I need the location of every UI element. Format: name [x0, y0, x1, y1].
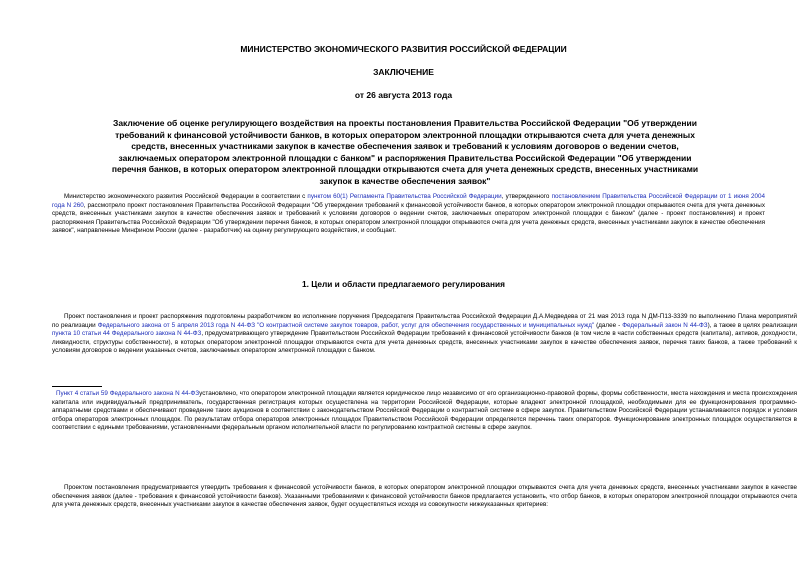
- intro-text-3: , рассмотрело проект постановления Правительства Российской Федерации "Об утверждении требований к финансовой устойчивости банков, в которых оператором электронной площадки открываются счета для учета денежных средств, внесенных участниками закупок в качестве обеспечения заявок и требований к условиям договоров о ведении счетов, заключаемых оператором электронной площадки с банком" (далее - проект постановления) и проект распоряжения Правительства Российской Федерации "Об утверждении перечня банков, в которых оператором электронной площадки открываются счета для учета денежных средств, внесенных участниками закупок в качестве обеспечения заявок", направленные Минфином России (далее - разработчик) на оценку регулирующего воздействия, и сообщает.: [52, 201, 765, 234]
- s1p1-text-4: , предусматривающего утверждение Правительством Российской Федерации требований к финансовой устойчивости банков (в том числе в части собственных средств (капитала), активов, доходности, ликвидности, структуры собственности), в которых оператором электронной площадки открываются счета для учета денежных средств, внесенных участниками закупок в качестве обеспечения заявок, перечня таких банков, а также требований к условиям договоров о ведении указанных счетов, заключаемых оператором электронной площадки с банком.: [52, 330, 797, 354]
- document-title: Заключение об оценке регулирующего воздействия на проекты постановления Правительства Российской Федерации "Об утверждении требований к финансовой устойчивости банков, в которых оператором электронной площадки открываются счета для учета денежных средств, внесенных участниками закупок в качестве обеспечения заявок и требований к условиям договоров о ведении счетов, заключаемых оператором электронной площадки с банком" и распоряжения Правительства Российской Федерации "Об утверждении перечня банков, в которых оператором электронной площадки открываются счета для учета денежных средств, внесенных участниками закупок в качестве обеспечения заявок": [111, 118, 699, 186]
- article-59-link[interactable]: Пункт 4 статьи 59 Федерального закона N 44-ФЗ: [56, 390, 200, 397]
- regulation-link[interactable]: пунктом 60(1) Регламента Правительства Российской Федерации: [307, 193, 502, 200]
- intro-text-2: , утвержденного: [501, 193, 552, 200]
- intro-text-1: Министерство экономического развития Российской Федерации в соответствии с: [64, 193, 308, 200]
- ministry-heading: МИНИСТЕРСТВО ЭКОНОМИЧЕСКОГО РАЗВИТИЯ РОССИЙСКОЙ ФЕДЕРАЦИИ: [240, 44, 567, 54]
- document-date: от 26 августа 2013 года: [354, 90, 453, 100]
- section-heading: 1. Цели и области предлагаемого регулирования: [302, 279, 505, 289]
- law-44fz-link[interactable]: Федерального закона от 5 апреля 2013 года N 44-ФЗ "О контрактной системе закупок товаров, работ, услуг для обеспечения государственных и муниципальных нужд": [97, 321, 595, 329]
- s1p1-text-1: Проект постановления и проект распоряжения подготовлены разработчиком во исполнение поручения Председателя Правительства Российской Федерации Д.А.Медведева от 21 мая 2013 года N ДМ-П13-3339 по выполнению Плана мероприятий по реализации: [52, 313, 797, 329]
- law-44fz-short-link[interactable]: Федеральный закон N 44-ФЗ: [622, 321, 708, 329]
- footnote-divider: [52, 386, 102, 387]
- resolution-260-link[interactable]: постановлением Правительства Российской Федерации от 1 июня 2004 года N 260: [52, 193, 765, 209]
- footnote-paragraph: [52, 390, 797, 433]
- article-44-link[interactable]: пункта 10 статьи 44 Федерального закона N 44-ФЗ: [52, 330, 202, 337]
- s1p1-text-2: (далее -: [594, 321, 623, 329]
- section1-paragraph-2: Проектом постановления предусматривается утвердить требования к финансовой устойчивости банков, в которых оператором электронной площадки открываются счета для учета денежных средств, внесенных участниками закупок в качестве обеспечения заявок (далее - требования к финансовой устойчивости банков). Указанными требованиями к финансовой устойчивости банков предлагается установить, что отбор банков, в которых оператором электронной площадки открываются счета для учета денежных средств, внесенных участниками закупок в качестве обеспечения заявок, будет осуществляться исходя из совокупности нижеуказанных критериев:: [52, 484, 797, 508]
- section1-paragraph-1: [52, 313, 797, 356]
- s1p1-text-3: ), а также в целях реализации: [707, 321, 797, 329]
- document-type: ЗАКЛЮЧЕНИЕ: [373, 67, 434, 77]
- intro-paragraph: [52, 193, 765, 236]
- footnote-text: установлено, что оператором электронной площадки является юридическое лицо независимо от его организационно-правовой формы, формы собственности, места нахождения и места происхождения капитала или индивидуальный предприниматель, государственная регистрация которых осуществлена на территории Российской Федерации, которые владеют электронной площадкой, необходимыми для ее функционирования программно-аппаратными средствами и обеспечивают проведение таких аукционов в соответствии с законодательством Российской Федерации о контрактной системе в сфере закупок. Правительством Российской Федерации устанавливаются порядок и условия отбора операторов электронных площадок. По результатам отбора операторов электронных площадок Правительством Российской Федерации определяется перечень таких операторов. Функционирование электронных площадок осуществляется в соответствии с едиными требованиями, установленными федеральным органом исполнительной власти по регулированию контрактной системы в сфере закупок.: [52, 390, 797, 431]
